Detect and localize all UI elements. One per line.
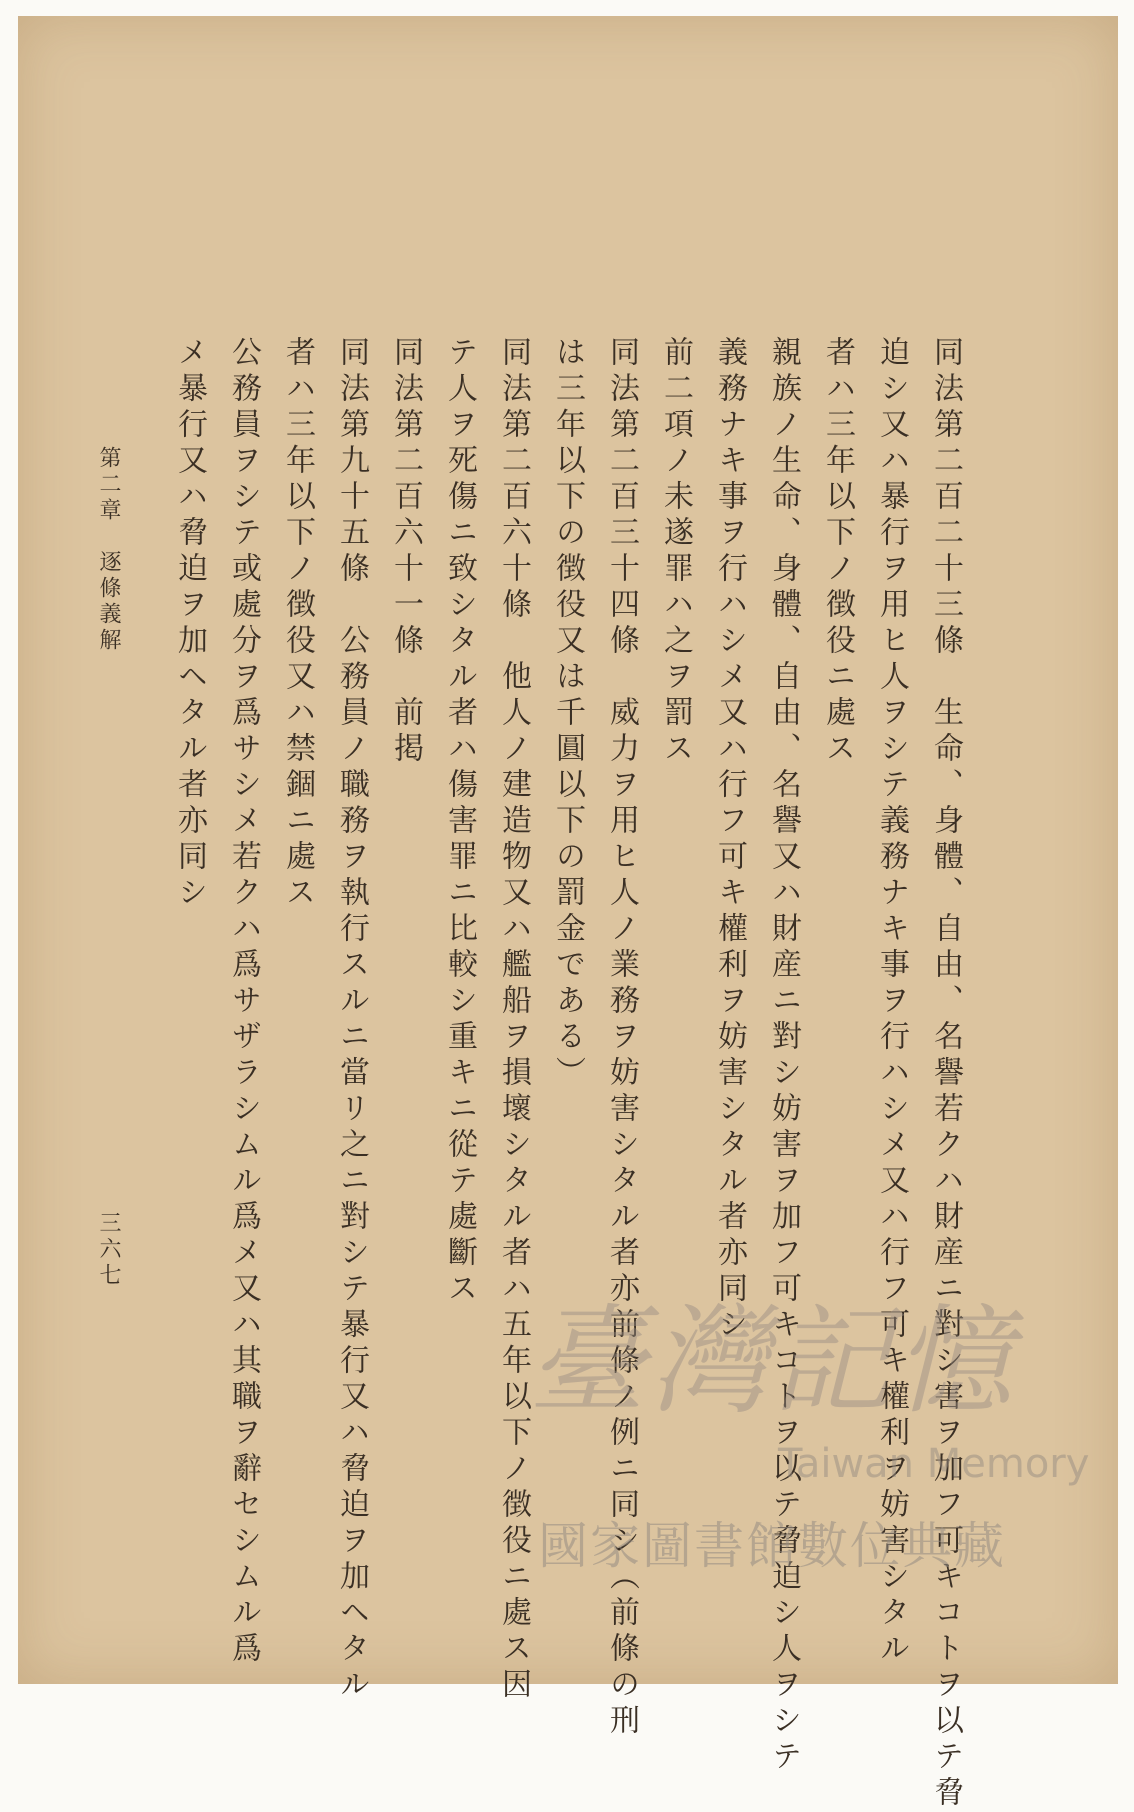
body-line: 親族ノ生命、身體、自由、名譽又ハ財産ニ對シ妨害ヲ加フ可キコトヲ以テ脅迫シ人ヲシテ [766, 336, 801, 1776]
watermark-english: Taiwan Memory [778, 1441, 1090, 1487]
body-line: 迫シ又ハ暴行ヲ用ヒ人ヲシテ義務ナキ事ヲ行ハシメ又ハ行フ可キ權利ヲ妨害シタル [874, 336, 909, 1668]
body-line: 同法第二百二十三條 生命、身體、自由、名譽若クハ財産ニ對シ害ヲ加フ可キコトヲ以テ脅 [928, 336, 963, 1812]
book-page [18, 16, 1118, 1812]
body-line: 者ハ三年以下ノ徴役又ハ禁錮ニ處ス [280, 336, 315, 912]
body-line: 同法第二百六十條 他人ノ建造物又ハ艦船ヲ損壞シタル者ハ五年以下ノ徴役ニ處ス因 [496, 336, 531, 1704]
body-line: 同法第二百三十四條 威力ヲ用ヒ人ノ業務ヲ妨害シタル者亦前條ノ例ニ同シ（前條の刑 [604, 336, 639, 1740]
body-line: 者ハ三年以下ノ徴役ニ處ス [820, 336, 855, 768]
watermark-script: 臺灣記憶 [528, 1292, 1017, 1430]
running-head: 第二章 逐條義解 [96, 446, 121, 654]
page-number: 三六七 [96, 1211, 121, 1289]
body-line: 義務ナキ事ヲ行ハシメ又ハ行フ可キ權利ヲ妨害シタル者亦同シ [712, 336, 747, 1344]
body-line: テ人ヲ死傷ニ致シタル者ハ傷害罪ニ比較シ重キニ從テ處斷ス [442, 336, 477, 1308]
body-line: 同法第九十五條 公務員ノ職務ヲ執行スルニ當リ之ニ對シテ暴行又ハ脅迫ヲ加ヘタル [334, 336, 369, 1704]
watermark-caption: 國家圖書館數位典藏 [538, 1517, 1006, 1575]
body-line: 公務員ヲシテ或處分ヲ爲サシメ若クハ爲サザラシムル爲メ又ハ其職ヲ辭セシムル爲 [226, 336, 261, 1668]
body-line: 同法第二百六十一條 前掲 [388, 336, 423, 768]
body-line: は三年以下の徴役又は千圓以下の罰金である） [550, 336, 585, 1092]
body-line: メ暴行又ハ脅迫ヲ加ヘタル者亦同シ [172, 336, 207, 912]
body-line: 前二項ノ未遂罪ハ之ヲ罰ス [658, 336, 693, 768]
